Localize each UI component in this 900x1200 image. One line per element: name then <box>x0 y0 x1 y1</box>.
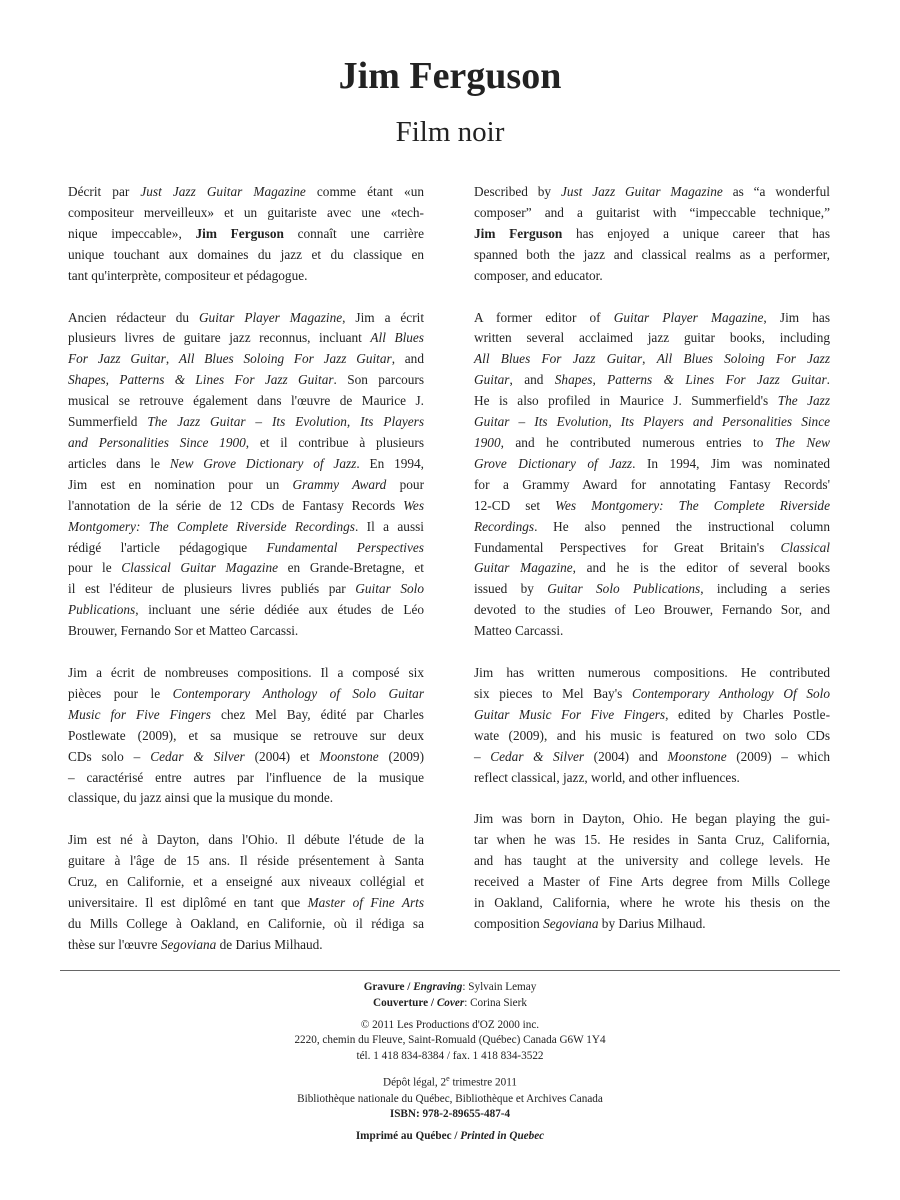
text-line: – caractérisé entre autres par l'influence de la musique <box>68 769 424 785</box>
author-name: Jim Ferguson <box>338 55 562 97</box>
work-title: Film noir <box>395 116 505 148</box>
text-line: Matteo Carcassi. <box>474 623 564 639</box>
text-line: guitare à l'âge de 15 ans. Il réside présentement à Santa <box>68 853 424 869</box>
text-line: Music for Five Fingers chez Mel Bay, édité par Charles <box>68 706 424 722</box>
cover-credit <box>60 996 840 1012</box>
text-line: spanned both the jazz and classical realms as a performer, <box>474 246 830 262</box>
french-paragraph-3 <box>68 663 424 809</box>
text-line: composer, and educator. <box>474 267 603 283</box>
text-line: 12-CD set Wes Montgomery: The Complete Riverside <box>474 497 830 513</box>
text-line: He is also profiled in Maurice J. Summerfield's The Jazz <box>474 393 830 409</box>
text-line: For Jazz Guitar, All Blues Soloing For Jazz Guitar, and <box>68 351 424 367</box>
text-line: wate (2009), and his music is featured on two solo CDs <box>474 727 830 743</box>
text-line: pour le Classical Guitar Magazine en Grande-Bretagne, et <box>68 560 424 576</box>
divider <box>60 970 840 971</box>
text-line: composition Segoviana by Darius Milhaud. <box>474 916 706 931</box>
text-line: Jim was born in Dayton, Ohio. He began playing the gui- <box>474 811 830 827</box>
text-line: A former editor of Guitar Player Magazine, Jim has <box>474 309 830 325</box>
text-line: tant qu'interprète, compositeur et pédagogue. <box>68 267 308 283</box>
text-line: articles dans le New Grove Dictionary of Jazz. En 1994, <box>68 455 424 471</box>
text-line: six pieces to Mel Bay's Contemporary Anthology Of Solo <box>474 685 830 701</box>
copyright: © 2011 Les Productions d'OZ 2000 inc. <box>360 1018 540 1031</box>
text-line: Jim est en nomination pour un Grammy Award pour <box>68 476 425 492</box>
text-line: pièces pour le Contemporary Anthology of Solo Guitar <box>68 685 424 701</box>
text-line: devoted to the studies of Leo Brouwer, Fernando Sor, and <box>474 602 830 618</box>
text-line: Guitar Music For Five Fingers, edited by Charles Postle- <box>474 706 830 722</box>
text-line: Jim a écrit de nombreuses compositions. Il a composé six <box>68 665 424 681</box>
text-line: plusieurs livres de guitare jazz reconnus, incluant All Blues <box>68 330 424 346</box>
text-line: Ancien rédacteur du Guitar Player Magazine, Jim a écrit <box>68 309 425 325</box>
credits <box>60 980 840 1145</box>
text-line: issued by Guitar Solo Publications, including a series <box>474 581 830 597</box>
text-line: Summerfield The Jazz Guitar – Its Evolution, Its Players <box>68 414 425 430</box>
text-line: Jim est né à Dayton, dans l'Ohio. Il débute l'étude de la <box>68 832 424 848</box>
text-line: received a Master of Fine Arts degree from Mills College <box>474 874 830 890</box>
text-line: Brouwer, Fernando Sor et Matteo Carcassi. <box>68 623 299 639</box>
text-line: and has taught at the university and college levels. He <box>474 853 830 869</box>
text-line: Described by Just Jazz Guitar Magazine as “a wonderful <box>474 184 830 199</box>
engraving-label-fr: Gravure / <box>363 981 414 993</box>
text-line: nique impeccable», Jim Ferguson connaît une carrière <box>68 225 424 241</box>
text-line: Décrit par Just Jazz Guitar Magazine comme étant «un <box>68 184 424 199</box>
text-line: musical se retrouve également dans l'œuvre de Maurice J. <box>68 393 424 409</box>
french-biography <box>68 182 424 977</box>
text-line: – Cedar & Silver (2004) and Moonstone (2009) – which <box>474 748 830 764</box>
text-line: rédigé l'article pédagogique Fundamental Perspectives <box>68 539 424 555</box>
text-line: for a Grammy Award for annotating Fantasy Records' <box>474 476 830 492</box>
text-line: compositeur merveilleux» et un guitariste avec une «tech- <box>68 204 424 220</box>
text-line: reflect classical, jazz, world, and other influences. <box>474 769 740 785</box>
text-line: Publications, incluant une série dédiée aux études de Léo <box>68 602 424 618</box>
text-line: Cruz, en Californie, et a enseigné aux niveaux collégial et <box>68 874 424 890</box>
text-line: Guitar Magazine, and he is the editor of several books <box>474 560 830 576</box>
text-line: Grove Dictionary of Jazz. In 1994, Jim was nominated <box>474 455 831 471</box>
text-line: tar when he was 15. He resides in Santa Cruz, California, <box>474 832 830 848</box>
cover-label-en: Cover <box>436 996 465 1009</box>
text-line: universitaire. Il est diplômé en tant que Master of Fine Arts <box>68 895 424 911</box>
text-line: classique, du jazz ainsi que la musique du monde. <box>68 790 334 806</box>
text-line: thèse sur l'œuvre Segoviana de Darius Milhaud. <box>68 936 323 952</box>
printed-in: Imprimé au Québec / Printed in Quebec <box>355 1130 545 1143</box>
text-line: Postlewate (2009), et sa musique se retrouve sur deux <box>68 727 424 743</box>
text-line: Guitar, and Shapes, Patterns & Lines For Jazz Guitar. <box>474 372 830 388</box>
text-line: and Personalities Since 1900, et il contribue à plusieurs <box>68 434 424 450</box>
library-notice: Bibliothèque nationale du Québec, Bibliothèque et Archives Canada <box>297 1092 603 1105</box>
engraving-label-en: Engraving <box>413 981 463 993</box>
english-biography <box>474 182 830 956</box>
publisher-address: 2220, chemin du Fleuve, Saint-Romuald (Québec) Canada G6W 1Y4 <box>294 1034 606 1047</box>
text-line: Jim Ferguson has enjoyed a unique career that has <box>474 225 830 241</box>
french-paragraph-4 <box>68 830 424 955</box>
engraving-credit <box>60 980 840 996</box>
engraving-name: : Sylvain Lemay <box>462 981 537 993</box>
text-line: Guitar – Its Evolution, Its Players and Personalities Since <box>474 414 830 430</box>
french-paragraph-2 <box>68 308 424 643</box>
english-paragraph-1 <box>474 182 830 287</box>
text-line: written several acclaimed jazz guitar books, including <box>474 330 830 346</box>
text-line: Montgomery: The Complete Riverside Recordings. Il a aussi <box>68 518 424 534</box>
text-line: CDs solo – Cedar & Silver (2004) et Moonstone (2009) <box>68 748 424 764</box>
text-line: 1900, and he contributed numerous entries to The New <box>474 434 830 450</box>
text-line: Jim has written numerous compositions. He contributed <box>474 665 830 681</box>
text-line: composer” and a guitarist with “impeccable technique,” <box>474 204 830 220</box>
text-line: il est l'éditeur de plusieurs livres publiés par Guitar Solo <box>68 581 424 597</box>
text-line: du Mills College à Oakland, en Californie, où il rédiga sa <box>68 916 424 931</box>
text-line: Recordings. He also penned the instructional column <box>474 518 830 534</box>
english-paragraph-3 <box>474 663 830 788</box>
english-paragraph-4 <box>474 809 830 934</box>
text-line: Fundamental Perspectives for Great Britain's Classical <box>474 539 830 555</box>
legal-deposit: Dépôt légal, 2e trimestre 2011 <box>383 1073 517 1089</box>
publisher-phone: tél. 1 418 834-8384 / fax. 1 418 834-3522 <box>356 1050 544 1063</box>
french-paragraph-1 <box>68 182 424 287</box>
cover-name: : Corina Sierk <box>464 996 527 1009</box>
isbn: ISBN: 978-2-89655-487-4 <box>389 1108 511 1121</box>
text-line: unique touchant aux domaines du jazz et du classique en <box>68 246 424 262</box>
text-line: Shapes, Patterns & Lines For Jazz Guitar. Son parcours <box>68 372 424 388</box>
english-paragraph-2 <box>474 308 830 643</box>
text-line: l'annotation de la série de 12 CDs de Fantasy Records Wes <box>68 497 424 513</box>
cover-label-fr: Couverture / <box>373 996 437 1009</box>
text-line: All Blues For Jazz Guitar, All Blues Soloing For Jazz <box>474 351 830 367</box>
text-line: in Oakland, California, where he wrote his thesis on the <box>474 895 830 911</box>
